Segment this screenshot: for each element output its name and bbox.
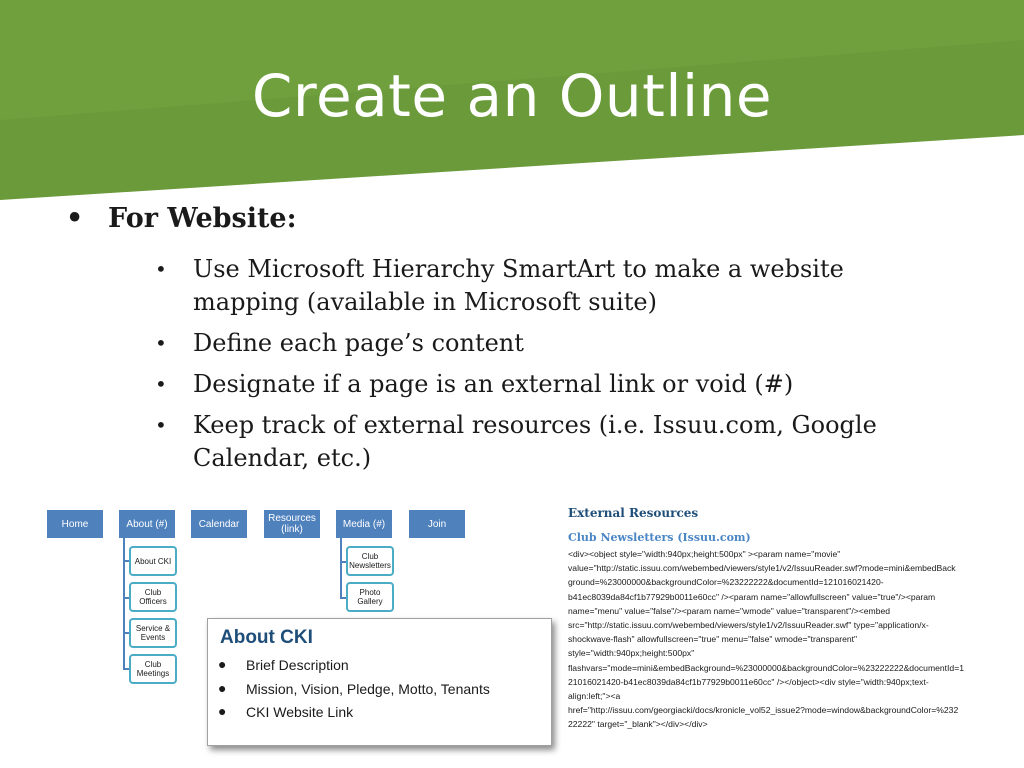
code-line: name="menu" value="false"/><param name="wmode" value="transparent"/><embed	[568, 605, 891, 616]
code-line: style="width:940px;height:500px"	[568, 648, 695, 659]
code-line: 22222" target="_blank"></div></div>	[568, 719, 708, 730]
about-item-text: Mission, Vision, Pledge, Motto, Tenants	[246, 681, 490, 697]
sitemap-node-home: Home	[47, 510, 103, 538]
code-line: ground=%23000000&backgroundColor=%23222222&documentId=121016021420-	[568, 577, 884, 588]
code-line: align:left;"><a	[568, 690, 621, 701]
sitemap-child-about-cki: About CKI	[129, 546, 177, 576]
sitemap-node-media: Media (#)	[336, 510, 392, 538]
about-item-text: Brief Description	[246, 657, 349, 673]
media-connector-line	[340, 538, 342, 598]
about-item	[218, 656, 349, 673]
about-page-outline	[207, 618, 552, 746]
bullet-heading-text: For Website:	[108, 203, 297, 234]
about-connector-line	[123, 538, 125, 669]
bullet-dot: •	[155, 413, 167, 437]
bullet-dot: ●	[218, 703, 227, 719]
about-page-title: About CKI	[220, 627, 313, 648]
sub-bullet-text: Define each page’s content	[193, 329, 524, 357]
bullet-dot: •	[155, 372, 167, 396]
bullet-dot: •	[66, 203, 84, 234]
bullet-dot: ●	[218, 656, 227, 672]
external-resources-subheading: Club Newsletters (Issuu.com)	[568, 531, 751, 544]
code-line: href="http://issuu.com/georgiacki/docs/kronicle_vol52_issue2?mode=window&backgroundColor=%232	[568, 705, 959, 716]
code-line: value="http://static.issuu.com/webembed/viewers/style1/v2/IssuuReader.swf?mode=mini&embedBack	[568, 563, 956, 574]
code-line: <div><object style="width:940px;height:500px" ><param name="movie"	[568, 549, 841, 559]
about-item	[218, 703, 354, 720]
external-resources-heading: External Resources	[568, 506, 699, 520]
sub-bullet-text: Keep track of external resources (i.e. Issuu.com, Google Calendar, etc.)	[193, 411, 877, 472]
sitemap-child-service-events: Service & Events	[129, 618, 177, 648]
about-item-text: CKI Website Link	[246, 704, 354, 720]
bullet-dot: •	[155, 331, 167, 355]
sub-bullet-text: Use Microsoft Hierarchy SmartArt to make a website mapping (available in Microsoft suite)	[193, 255, 844, 316]
sitemap-child-club-newsletters: Club Newsletters	[346, 546, 394, 576]
code-line: b41ec8039da84cf1b77929b0011e60cc" /><param name="allowfullscreen" value="true"/><param	[568, 591, 936, 602]
bullet-heading	[66, 203, 297, 234]
sitemap-node-calendar: Calendar	[191, 510, 247, 538]
bullet-dot: •	[155, 257, 167, 281]
slide-title: Create an Outline	[251, 62, 773, 130]
sitemap-child-club-officers: Club Officers	[129, 582, 177, 612]
sitemap-node-about: About (#)	[119, 510, 175, 538]
sitemap-node-resources: Resources (link)	[264, 510, 320, 538]
sitemap-child-photo-gallery: Photo Gallery	[346, 582, 394, 612]
code-line: flashvars="mode=mini&embedBackground=%23000000&backgroundColor=%23222222&documentId=1	[568, 662, 965, 673]
about-item	[218, 680, 490, 697]
sitemap-node-join: Join	[409, 510, 465, 538]
sitemap-child-club-meetings: Club Meetings	[129, 654, 177, 684]
bullet-dot: ●	[218, 680, 227, 696]
code-line: 21016021420-b41ec8039da84cf1b77929b0011e60cc" /></object><div style="width:940px;text-	[568, 676, 929, 687]
sub-bullet-text: Designate if a page is an external link or void (#)	[193, 370, 794, 398]
code-line: src="http://static.issuu.com/webembed/viewers/style1/v2/IssuuReader.swf" type="application/x-	[568, 619, 929, 630]
embed-code-snippet	[568, 547, 998, 731]
code-line: shockwave-flash" allowfullscreen="true" menu="false" wmode="transparent"	[568, 634, 858, 645]
